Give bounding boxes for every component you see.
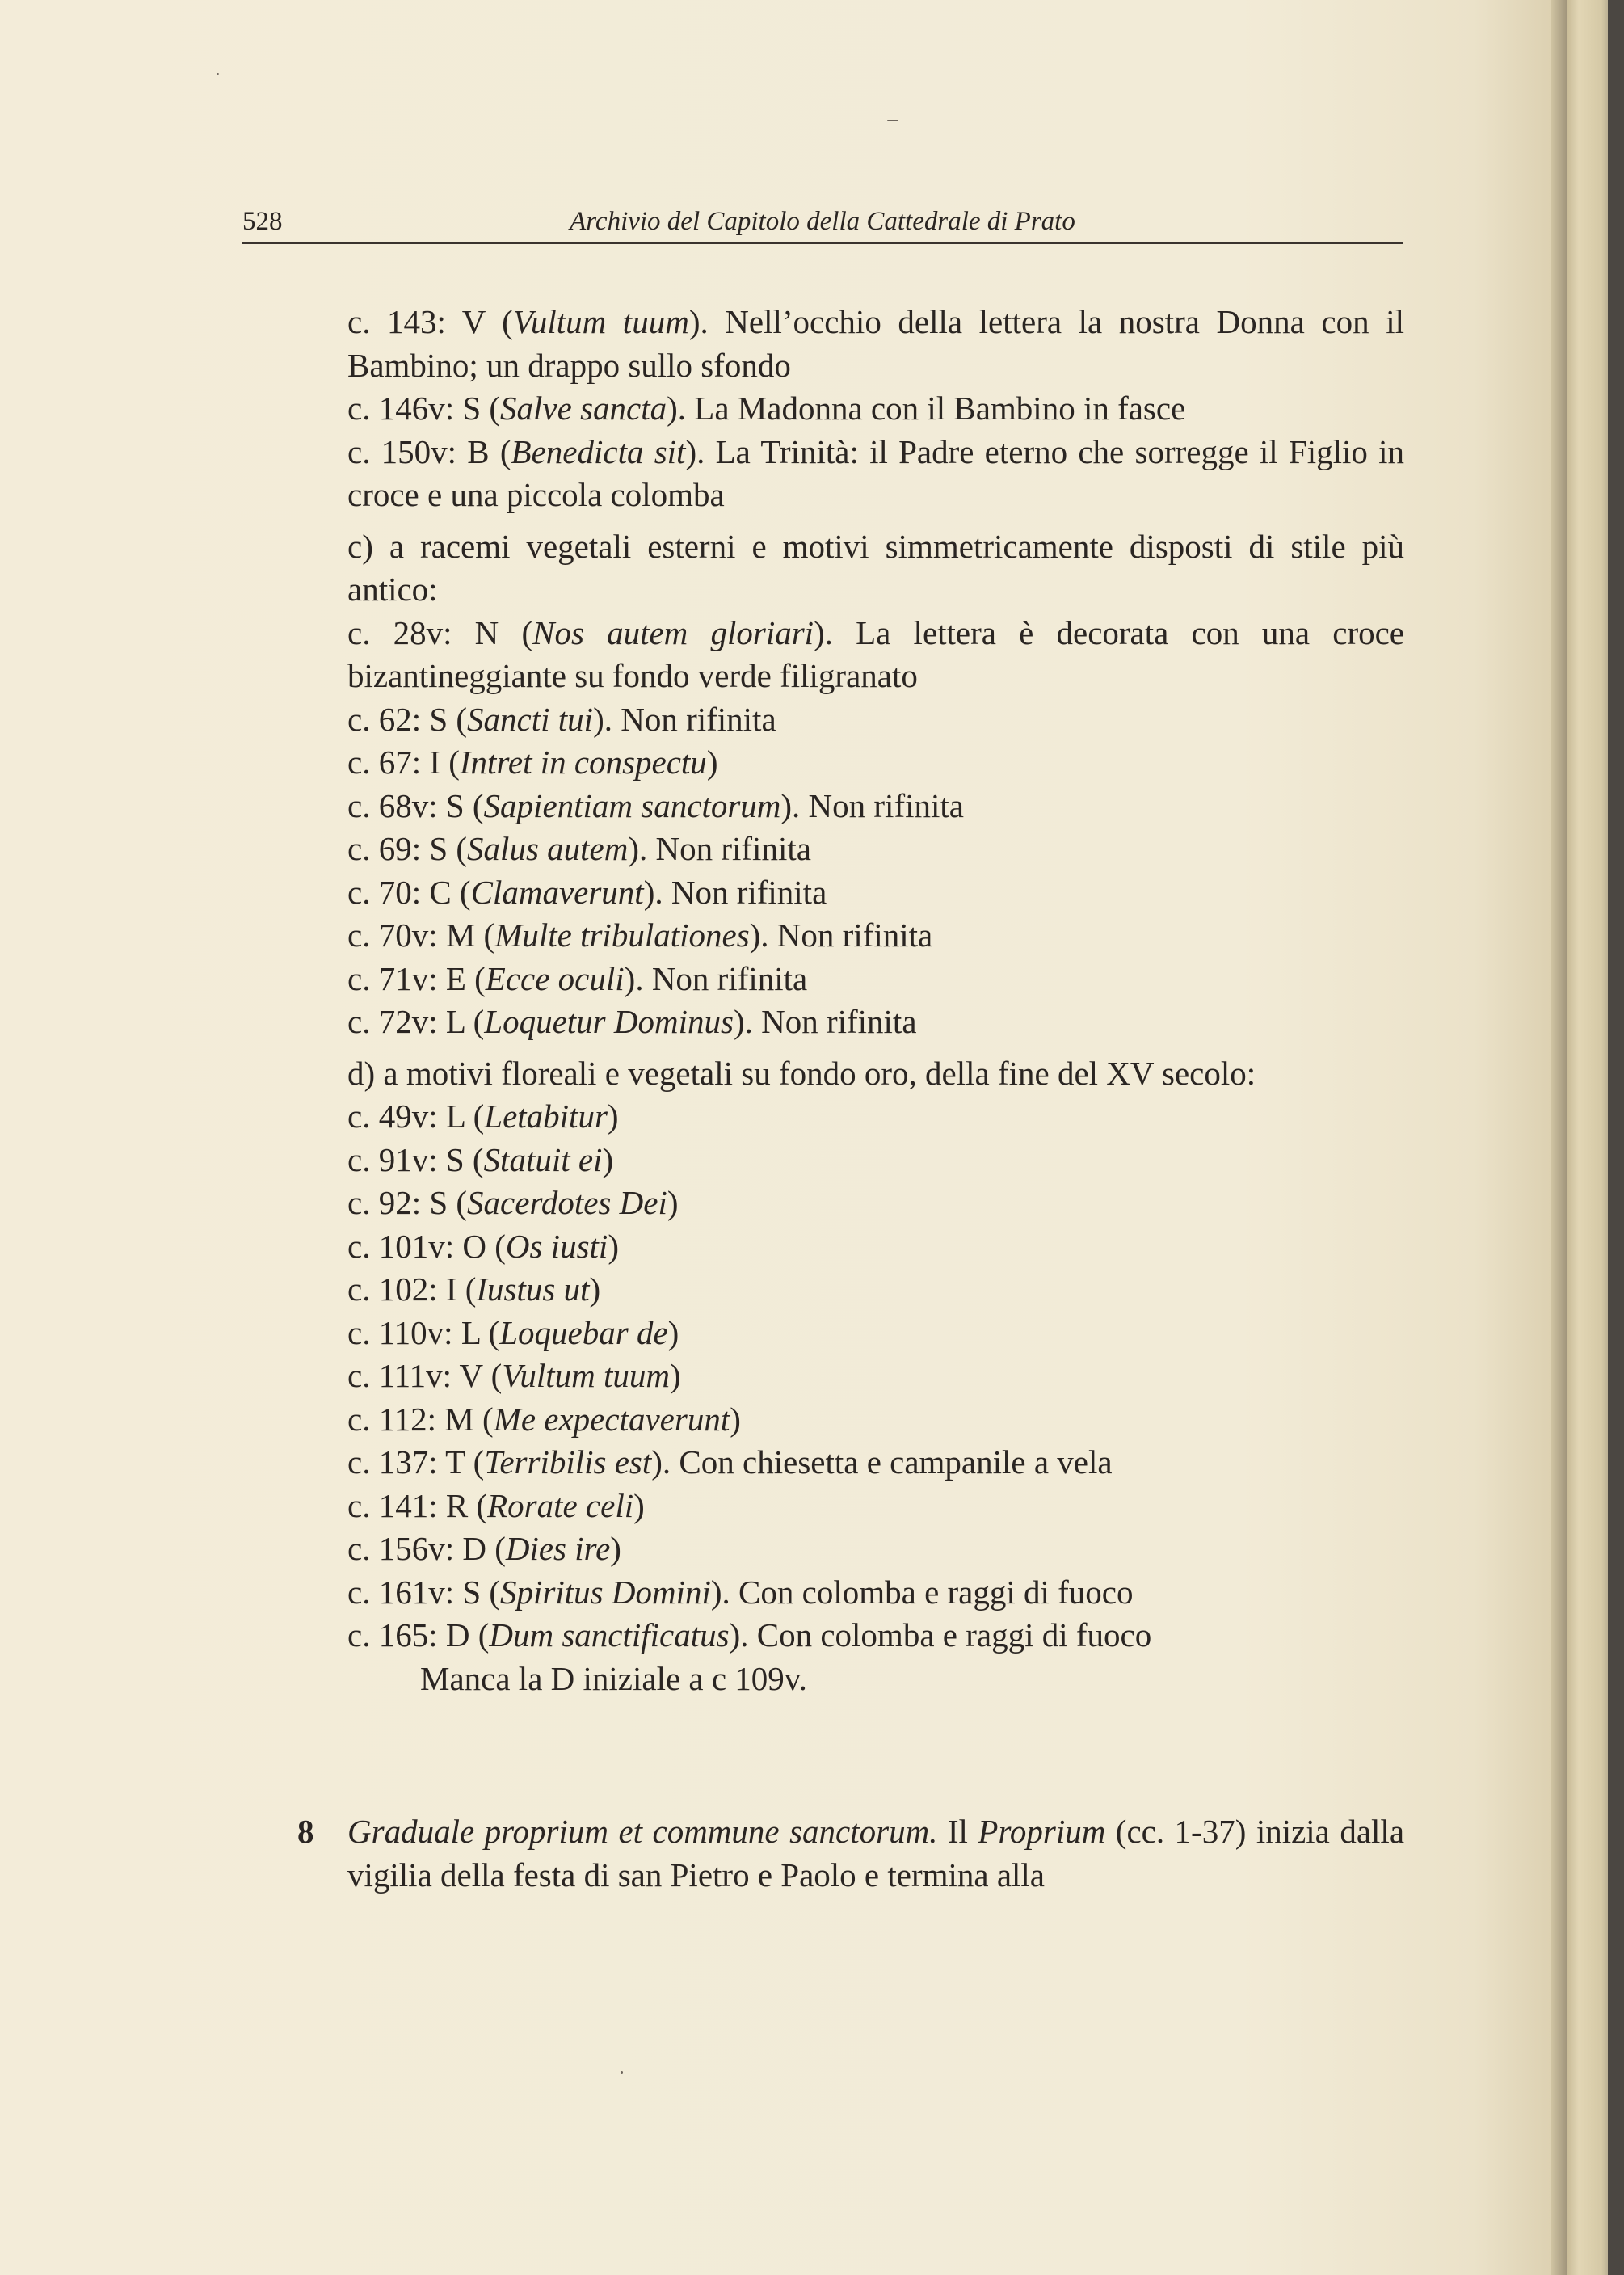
- line-24: c. 141: R (Rorate celi): [347, 1486, 645, 1524]
- line-22: c. 112: M (Me expectaverunt): [347, 1400, 741, 1438]
- line-6: c. 62: S (Sancti tui). Non rifinita: [347, 700, 776, 738]
- section-c-heading: c) a racemi vegetali esterni e motivi simmetricamente disposti di stile più antico:: [347, 527, 1404, 608]
- paper-speck: [887, 120, 898, 121]
- catalog-text: [347, 301, 1404, 1700]
- running-head: [242, 207, 1403, 239]
- page-number: 528: [242, 207, 283, 236]
- line-25: c. 156v: D (Dies ire): [347, 1530, 621, 1567]
- entry-number: 8: [297, 1813, 314, 1850]
- entry-8: [297, 1810, 1405, 1897]
- running-title: Archivio del Capitolo della Cattedrale di Prato: [570, 207, 1075, 236]
- line-1: c. 143: V (Vultum tuum). Nell’occhio della lettera la nostra Donna con il Bambino; un drappo sullo sfondo: [347, 303, 1404, 384]
- line-26: c. 161v: S (Spiritus Domini). Con colomba e raggi di fuoco: [347, 1573, 1134, 1611]
- line-16: c. 91v: S (Statuit ei): [347, 1140, 614, 1178]
- background-edge: [1608, 0, 1624, 2275]
- section-d-heading: d) a motivi floreali e vegetali su fondo oro, della fine del XV secolo:: [347, 1054, 1256, 1092]
- line-13: c. 72v: L (Loquetur Dominus). Non rifinita: [347, 1003, 917, 1040]
- line-18: c. 101v: O (Os iusti): [347, 1227, 619, 1265]
- line-7: c. 67: I (Intret in conspectu): [347, 744, 718, 781]
- line-17: c. 92: S (Sacerdotes Dei): [347, 1184, 679, 1221]
- line-2: c. 146v: S (Salve sancta). La Madonna con il Bambino in fasce: [347, 390, 1186, 427]
- header-rule: [242, 242, 1403, 244]
- line-12: c. 71v: E (Ecce oculi). Non rifinita: [347, 959, 808, 997]
- paper-speck: [621, 2071, 623, 2074]
- line-21: c. 111v: V (Vultum tuum): [347, 1357, 681, 1394]
- line-5: c. 28v: N (Nos autem gloriari). La lettera è decorata con una croce bizantineggiante su fondo verde filigranato: [347, 613, 1404, 694]
- paper-speck: [217, 73, 219, 75]
- line-20: c. 110v: L (Loquebar de): [347, 1313, 679, 1351]
- entry-title: Graduale proprium et commune sanctorum.: [347, 1813, 938, 1850]
- line-10: c. 70: C (Clamaverunt). Non rifinita: [347, 873, 827, 911]
- note-line: Manca la D iniziale a c 109v.: [420, 1659, 807, 1697]
- line-8: c. 68v: S (Sapientiam sanctorum). Non rifinita: [347, 786, 964, 824]
- book-gutter: [1551, 0, 1567, 2275]
- line-27: c. 165: D (Dum sanctificatus). Con colomba e raggi di fuoco: [347, 1616, 1152, 1654]
- line-9: c. 69: S (Salus autem). Non rifinita: [347, 830, 811, 867]
- line-23: c. 137: T (Terribilis est). Con chiesetta e campanile a vela: [347, 1443, 1113, 1481]
- entry-8-text: Graduale proprium et commune sanctorum. Il Proprium (cc. 1-37) inizia dalla vigilia della festa di san Pietro e Paolo e termina alla: [347, 1813, 1405, 1894]
- line-3: c. 150v: B (Benedicta sit). La Trinità: il Padre eterno che sorregge il Figlio in croce e una piccola colomba: [347, 432, 1404, 513]
- line-15: c. 49v: L (Letabitur): [347, 1097, 619, 1135]
- line-19: c. 102: I (Iustus ut): [347, 1270, 601, 1308]
- line-11: c. 70v: M (Multe tribulationes). Non rifinita: [347, 916, 933, 954]
